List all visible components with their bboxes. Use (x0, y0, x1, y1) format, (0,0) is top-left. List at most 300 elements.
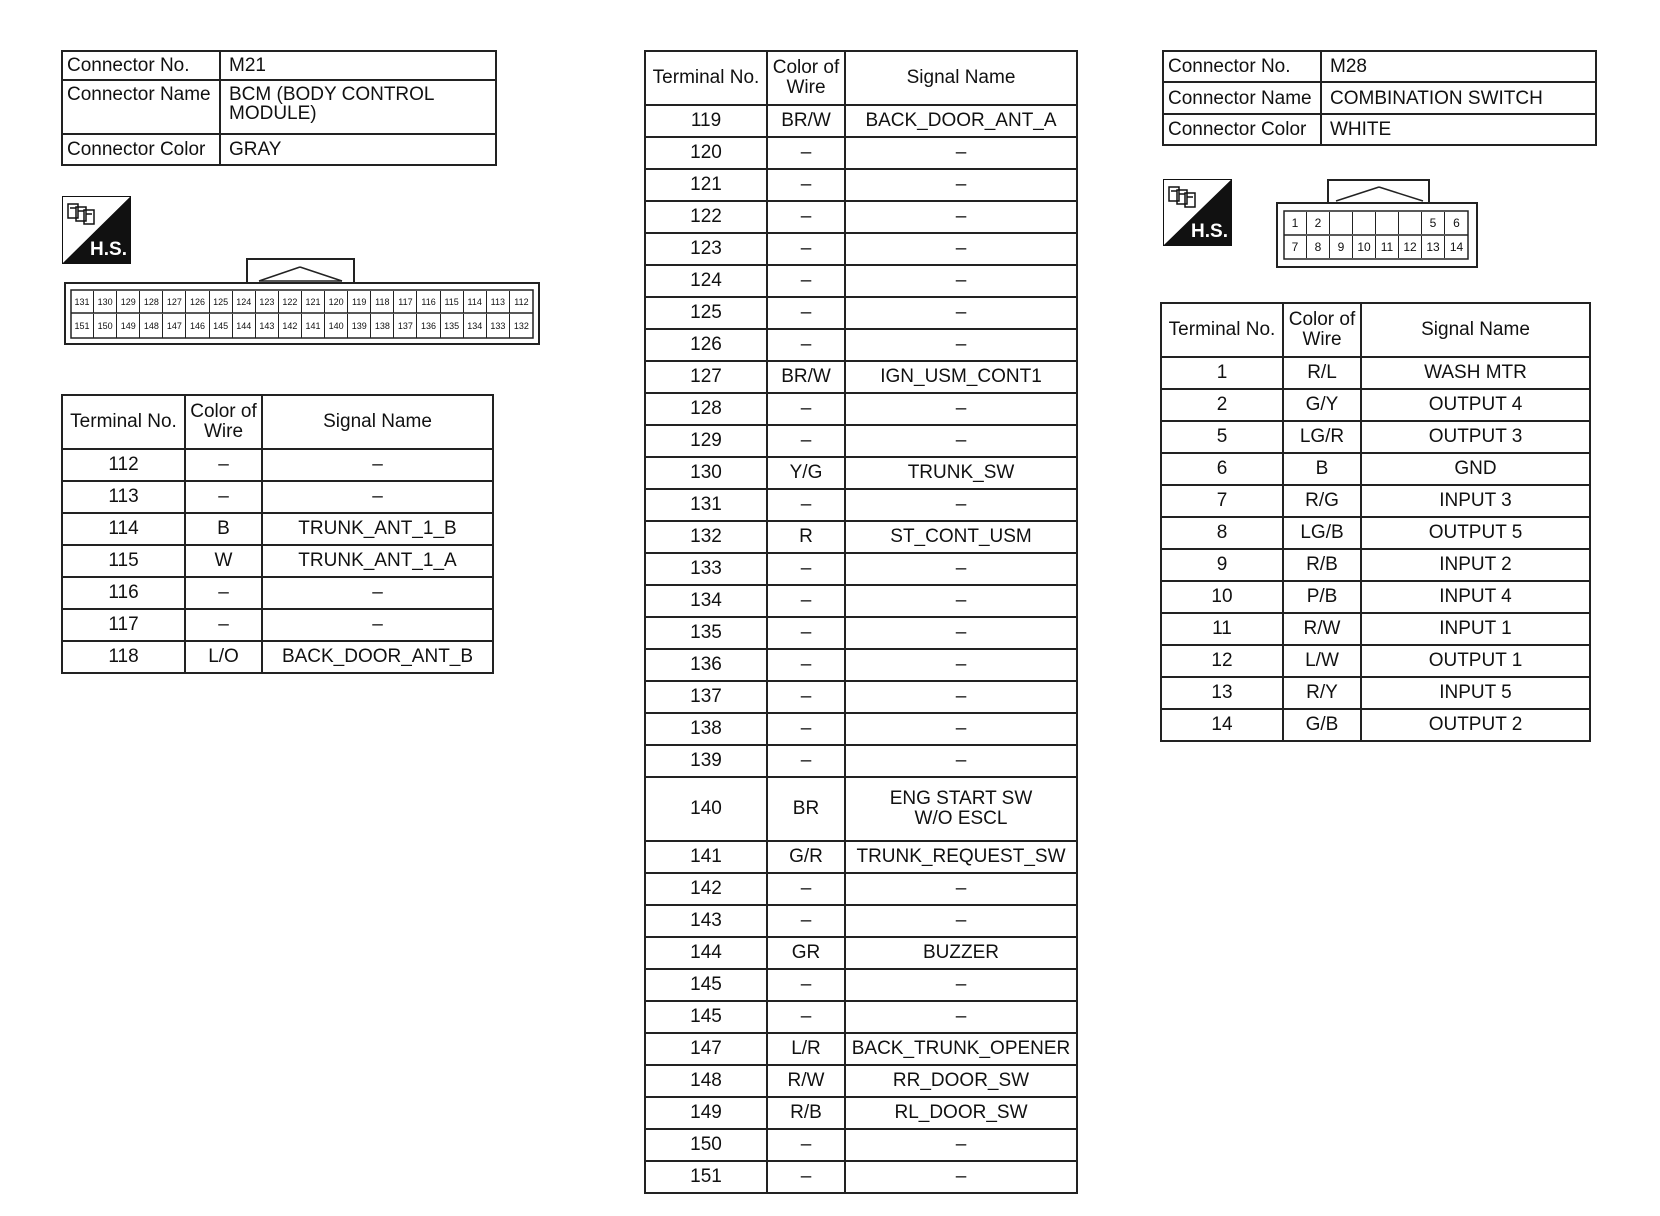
connector-pin (1376, 212, 1399, 234)
pin-row-top (1284, 212, 1468, 234)
table-row (1161, 677, 1590, 709)
table-row (1161, 453, 1590, 485)
badge-label: H.S. (1191, 221, 1228, 242)
table-row (645, 713, 1077, 745)
connector-pin: 128 (140, 291, 163, 313)
terminal-cell: 115 (62, 545, 185, 577)
signal-name-cell: INPUT 3 (1361, 485, 1590, 517)
wire-color-cell: R/L (1283, 357, 1361, 389)
wire-color-cell: – (767, 969, 845, 1001)
wire-color-cell: G/Y (1283, 389, 1361, 421)
terminal-cell: 119 (645, 105, 767, 137)
terminal-cell: 5 (1161, 421, 1283, 453)
terminal-cell: 144 (645, 937, 767, 969)
table-row (1161, 613, 1590, 645)
harness-side-badge (62, 196, 131, 264)
connector-pin: 115 (441, 291, 464, 313)
connector-pin: 12 (1399, 236, 1422, 258)
connector-pin: 126 (187, 291, 210, 313)
connector-pin: 137 (394, 314, 417, 338)
connector-pin: 120 (325, 291, 348, 313)
terminal-cell: 8 (1161, 517, 1283, 549)
terminal-cell: 142 (645, 873, 767, 905)
connector-pin: 127 (163, 291, 186, 313)
terminal-cell: 139 (645, 745, 767, 777)
connector-name-label: Connector Name (1163, 82, 1321, 114)
terminal-cell: 121 (645, 169, 767, 201)
terminal-cell: 114 (62, 513, 185, 545)
table-row (645, 1065, 1077, 1097)
signal-name-cell: OUTPUT 2 (1361, 709, 1590, 741)
signal-name-cell: OUTPUT 5 (1361, 517, 1590, 549)
terminal-cell: 145 (645, 1001, 767, 1033)
table-row (645, 265, 1077, 297)
terminal-cell: 127 (645, 361, 767, 393)
signal-name-cell: – (845, 969, 1077, 1001)
signal-name-cell: – (262, 449, 493, 481)
table-row (645, 745, 1077, 777)
wire-color-cell: – (185, 449, 262, 481)
signal-name-cell: BACK_DOOR_ANT_B (262, 641, 493, 673)
wire-color-cell: B (185, 513, 262, 545)
wire-color-cell: G/R (767, 841, 845, 873)
table-row (62, 449, 493, 481)
m28-connector-info (1162, 50, 1597, 146)
connector-pin: 14 (1449, 240, 1464, 254)
header-color: Color of Wire (767, 51, 845, 105)
table-row (645, 841, 1077, 873)
wire-color-cell: – (767, 233, 845, 265)
table-row (645, 329, 1077, 361)
connector-pin: 151 (71, 314, 94, 338)
connector-color-value: GRAY (220, 134, 496, 165)
signal-name-cell: – (845, 1161, 1077, 1193)
wire-color-cell: – (185, 481, 262, 513)
header-signal: Signal Name (1361, 303, 1590, 357)
connector-no-value: M28 (1321, 51, 1596, 82)
terminal-cell: 145 (645, 969, 767, 1001)
table-row (645, 1129, 1077, 1161)
signal-name-cell: ENG START SW W/O ESCL (845, 777, 1077, 841)
wire-color-cell: P/B (1283, 581, 1361, 613)
table-row (1161, 581, 1590, 613)
connector-pin: 150 (94, 314, 117, 338)
wire-color-cell: LG/B (1283, 517, 1361, 549)
terminal-cell: 141 (645, 841, 767, 873)
wire-color-cell: – (767, 1001, 845, 1033)
table-row (62, 641, 493, 673)
header-color: Color of Wire (185, 395, 262, 449)
wire-color-cell: – (767, 297, 845, 329)
harness-side-badge (1163, 179, 1232, 246)
signal-name-cell: – (845, 553, 1077, 585)
signal-name-cell: – (262, 609, 493, 641)
wire-color-cell: – (767, 393, 845, 425)
signal-name-cell: – (845, 585, 1077, 617)
table-row (645, 489, 1077, 521)
connector-pin: 113 (487, 291, 510, 313)
signal-name-cell: GND (1361, 453, 1590, 485)
connector-pin: 138 (371, 314, 394, 338)
terminal-cell: 2 (1161, 389, 1283, 421)
wire-color-cell: Y/G (767, 457, 845, 489)
wire-color-cell: – (767, 137, 845, 169)
connector-pin: 139 (348, 314, 371, 338)
connector-color-value: WHITE (1321, 114, 1596, 145)
connector-pin: 132 (513, 321, 529, 331)
terminal-cell: 13 (1161, 677, 1283, 709)
wire-color-cell: – (185, 577, 262, 609)
table-row (645, 969, 1077, 1001)
wire-color-cell: LG/R (1283, 421, 1361, 453)
terminal-cell: 131 (645, 489, 767, 521)
table-row (1161, 645, 1590, 677)
wire-color-cell: – (767, 489, 845, 521)
table-row (1161, 389, 1590, 421)
connector-pin (1353, 212, 1376, 234)
table-row (645, 1097, 1077, 1129)
table-row (645, 1001, 1077, 1033)
wire-color-cell: G/B (1283, 709, 1361, 741)
signal-name-cell: – (262, 481, 493, 513)
wire-color-cell: – (767, 553, 845, 585)
signal-name-cell: – (845, 1001, 1077, 1033)
signal-name-cell: – (845, 1129, 1077, 1161)
signal-name-cell: WASH MTR (1361, 357, 1590, 389)
connector-pin: 117 (394, 291, 417, 313)
terminal-cell: 117 (62, 609, 185, 641)
connector-color-label: Connector Color (1163, 114, 1321, 145)
terminal-cell: 120 (645, 137, 767, 169)
connector-no-label: Connector No. (1163, 51, 1321, 82)
wire-color-cell: – (185, 609, 262, 641)
connector-pin: 10 (1353, 236, 1376, 258)
wire-color-cell: – (767, 169, 845, 201)
table-row (645, 777, 1077, 841)
connector-pin: 147 (163, 314, 186, 338)
header-color: Color of Wire (1283, 303, 1361, 357)
table-row (1161, 549, 1590, 581)
connector-pin: 133 (487, 314, 510, 338)
wire-color-cell: L/O (185, 641, 262, 673)
signal-name-cell: IGN_USM_CONT1 (845, 361, 1077, 393)
connector-pin: 145 (210, 314, 233, 338)
table-row (1161, 709, 1590, 741)
signal-name-cell: INPUT 2 (1361, 549, 1590, 581)
connector-name-value: COMBINATION SWITCH (1321, 82, 1596, 114)
signal-name-cell: INPUT 4 (1361, 581, 1590, 613)
wire-color-cell: – (767, 425, 845, 457)
signal-name-cell: – (845, 233, 1077, 265)
m21-connector-diagram (64, 258, 541, 346)
table-row (1161, 357, 1590, 389)
connector-color-label: Connector Color (62, 134, 220, 165)
terminal-cell: 136 (645, 649, 767, 681)
wire-color-cell: – (767, 329, 845, 361)
terminal-cell: 112 (62, 449, 185, 481)
wire-color-cell: R/Y (1283, 677, 1361, 709)
table-row (62, 609, 493, 641)
connector-pin: 8 (1307, 236, 1330, 258)
terminal-cell: 122 (645, 201, 767, 233)
connector-pin: 6 (1453, 216, 1460, 230)
terminal-cell: 7 (1161, 485, 1283, 517)
connector-pin (1399, 212, 1422, 234)
signal-name-cell: RL_DOOR_SW (845, 1097, 1077, 1129)
table-row (645, 425, 1077, 457)
table-row (645, 585, 1077, 617)
pin-row-top (71, 291, 533, 313)
terminal-cell: 137 (645, 681, 767, 713)
table-row (1161, 517, 1590, 549)
connector-pin: 13 (1422, 236, 1445, 258)
wire-color-cell: – (767, 745, 845, 777)
signal-name-cell: BUZZER (845, 937, 1077, 969)
terminal-cell: 124 (645, 265, 767, 297)
signal-name-cell: RR_DOOR_SW (845, 1065, 1077, 1097)
connector-name-value: BCM (BODY CONTROL MODULE) (220, 80, 496, 134)
terminal-cell: 130 (645, 457, 767, 489)
header-signal: Signal Name (262, 395, 493, 449)
terminal-cell: 138 (645, 713, 767, 745)
table-row (645, 393, 1077, 425)
table-row (645, 361, 1077, 393)
signal-name-cell: – (845, 713, 1077, 745)
terminal-cell: 1 (1161, 357, 1283, 389)
signal-name-cell: – (845, 169, 1077, 201)
connector-pin: 148 (140, 314, 163, 338)
connector-pin: 5 (1422, 212, 1445, 234)
signal-name-cell: – (845, 265, 1077, 297)
connector-pin: 134 (464, 314, 487, 338)
wire-color-cell: – (767, 1129, 845, 1161)
m21-terminal-table (61, 394, 494, 674)
table-row (645, 649, 1077, 681)
wire-color-cell: W (185, 545, 262, 577)
center-terminal-table (644, 50, 1078, 1194)
connector-pin: 143 (256, 314, 279, 338)
signal-name-cell: TRUNK_SW (845, 457, 1077, 489)
terminal-cell: 133 (645, 553, 767, 585)
table-row (645, 297, 1077, 329)
badge-label: H.S. (90, 239, 127, 260)
terminal-cell: 11 (1161, 613, 1283, 645)
connector-pin (1330, 212, 1353, 234)
wire-color-cell: BR/W (767, 361, 845, 393)
terminal-cell: 147 (645, 1033, 767, 1065)
table-row (645, 1033, 1077, 1065)
wire-color-cell: – (767, 1161, 845, 1193)
table-row (645, 169, 1077, 201)
header-terminal: Terminal No. (1161, 303, 1283, 357)
terminal-cell: 134 (645, 585, 767, 617)
terminal-cell: 149 (645, 1097, 767, 1129)
signal-name-cell: – (845, 297, 1077, 329)
header-signal: Signal Name (845, 51, 1077, 105)
connector-pin: 140 (325, 314, 348, 338)
table-row (645, 553, 1077, 585)
wire-color-cell: – (767, 617, 845, 649)
terminal-cell: 132 (645, 521, 767, 553)
signal-name-cell: – (845, 137, 1077, 169)
wire-color-cell: R/B (767, 1097, 845, 1129)
signal-name-cell: BACK_DOOR_ANT_A (845, 105, 1077, 137)
table-row (645, 105, 1077, 137)
connector-pin: 116 (418, 291, 441, 313)
connector-pin: 149 (117, 314, 140, 338)
table-row (645, 937, 1077, 969)
signal-name-cell: – (845, 745, 1077, 777)
connector-no-label: Connector No. (62, 51, 220, 80)
signal-name-cell: – (845, 489, 1077, 521)
signal-name-cell: – (845, 201, 1077, 233)
signal-name-cell: OUTPUT 3 (1361, 421, 1590, 453)
terminal-cell: 123 (645, 233, 767, 265)
terminal-cell: 135 (645, 617, 767, 649)
table-row (645, 521, 1077, 553)
wire-color-cell: B (1283, 453, 1361, 485)
connector-name-label: Connector Name (62, 80, 220, 134)
table-row (1161, 421, 1590, 453)
wire-color-cell: – (767, 265, 845, 297)
signal-name-cell: INPUT 1 (1361, 613, 1590, 645)
wire-color-cell: BR (767, 777, 845, 841)
connector-pin: 146 (187, 314, 210, 338)
table-row (645, 873, 1077, 905)
terminal-cell: 128 (645, 393, 767, 425)
terminal-cell: 148 (645, 1065, 767, 1097)
wire-color-cell: – (767, 585, 845, 617)
table-row (645, 1161, 1077, 1193)
connector-pin: 119 (348, 291, 371, 313)
wire-color-cell: – (767, 713, 845, 745)
wire-color-cell: – (767, 201, 845, 233)
signal-name-cell: – (845, 329, 1077, 361)
signal-name-cell: – (845, 905, 1077, 937)
header-terminal: Terminal No. (62, 395, 185, 449)
terminal-cell: 143 (645, 905, 767, 937)
wire-color-cell: R/B (1283, 549, 1361, 581)
connector-pin: 118 (371, 291, 394, 313)
table-row (645, 681, 1077, 713)
terminal-cell: 6 (1161, 453, 1283, 485)
connector-pin: 124 (233, 291, 256, 313)
signal-name-cell: – (262, 577, 493, 609)
table-row (645, 201, 1077, 233)
connector-pin: 2 (1307, 212, 1330, 234)
connector-pin: 1 (1284, 212, 1307, 234)
pin-row-bottom (71, 314, 533, 338)
connector-pin: 123 (256, 291, 279, 313)
terminal-cell: 140 (645, 777, 767, 841)
table-row (645, 905, 1077, 937)
signal-name-cell: BACK_TRUNK_OPENER (845, 1033, 1077, 1065)
signal-name-cell: – (845, 681, 1077, 713)
terminal-cell: 126 (645, 329, 767, 361)
signal-name-cell: ST_CONT_USM (845, 521, 1077, 553)
terminal-cell: 116 (62, 577, 185, 609)
wire-color-cell: GR (767, 937, 845, 969)
m28-connector-diagram (1276, 179, 1478, 269)
connector-pin: 112 (514, 297, 529, 307)
connector-pin: 130 (94, 291, 117, 313)
connector-pin: 114 (464, 291, 487, 313)
terminal-cell: 125 (645, 297, 767, 329)
connector-pin: 7 (1284, 236, 1307, 258)
terminal-cell: 12 (1161, 645, 1283, 677)
connector-pin: 9 (1330, 236, 1353, 258)
connector-pin: 142 (279, 314, 302, 338)
table-row (1161, 485, 1590, 517)
wire-color-cell: R/W (1283, 613, 1361, 645)
connector-pin: 125 (210, 291, 233, 313)
wire-color-cell: – (767, 649, 845, 681)
signal-name-cell: TRUNK_ANT_1_B (262, 513, 493, 545)
terminal-cell: 118 (62, 641, 185, 673)
signal-name-cell: TRUNK_ANT_1_A (262, 545, 493, 577)
wire-color-cell: BR/W (767, 105, 845, 137)
terminal-cell: 151 (645, 1161, 767, 1193)
connector-pin: 121 (302, 291, 325, 313)
signal-name-cell: TRUNK_REQUEST_SW (845, 841, 1077, 873)
wire-color-cell: L/R (767, 1033, 845, 1065)
wire-color-cell: – (767, 681, 845, 713)
m21-connector-info (61, 50, 497, 166)
wire-color-cell: L/W (1283, 645, 1361, 677)
connector-pin: 129 (117, 291, 140, 313)
signal-name-cell: – (845, 393, 1077, 425)
m28-terminal-table (1160, 302, 1591, 742)
wire-color-cell: – (767, 873, 845, 905)
connector-pin: 144 (233, 314, 256, 338)
connector-pin: 136 (418, 314, 441, 338)
pin-row-bottom (1284, 236, 1468, 258)
signal-name-cell: – (845, 873, 1077, 905)
connector-pin: 141 (302, 314, 325, 338)
header-terminal: Terminal No. (645, 51, 767, 105)
terminal-cell: 10 (1161, 581, 1283, 613)
table-row (645, 617, 1077, 649)
table-row (62, 481, 493, 513)
terminal-cell: 9 (1161, 549, 1283, 581)
table-row (62, 545, 493, 577)
terminal-cell: 113 (62, 481, 185, 513)
connector-pin: 11 (1376, 236, 1399, 258)
table-row (62, 513, 493, 545)
connector-pin: 131 (71, 291, 94, 313)
wire-color-cell: R/W (767, 1065, 845, 1097)
signal-name-cell: OUTPUT 4 (1361, 389, 1590, 421)
signal-name-cell: INPUT 5 (1361, 677, 1590, 709)
signal-name-cell: – (845, 649, 1077, 681)
signal-name-cell: – (845, 617, 1077, 649)
wire-color-cell: R (767, 521, 845, 553)
table-row (62, 577, 493, 609)
terminal-cell: 14 (1161, 709, 1283, 741)
wire-color-cell: – (767, 905, 845, 937)
table-row (645, 457, 1077, 489)
signal-name-cell: OUTPUT 1 (1361, 645, 1590, 677)
terminal-cell: 129 (645, 425, 767, 457)
connector-pin: 135 (441, 314, 464, 338)
terminal-cell: 150 (645, 1129, 767, 1161)
table-row (645, 233, 1077, 265)
connector-no-value: M21 (220, 51, 496, 80)
signal-name-cell: – (845, 425, 1077, 457)
connector-pin: 122 (279, 291, 302, 313)
wire-color-cell: R/G (1283, 485, 1361, 517)
table-row (645, 137, 1077, 169)
